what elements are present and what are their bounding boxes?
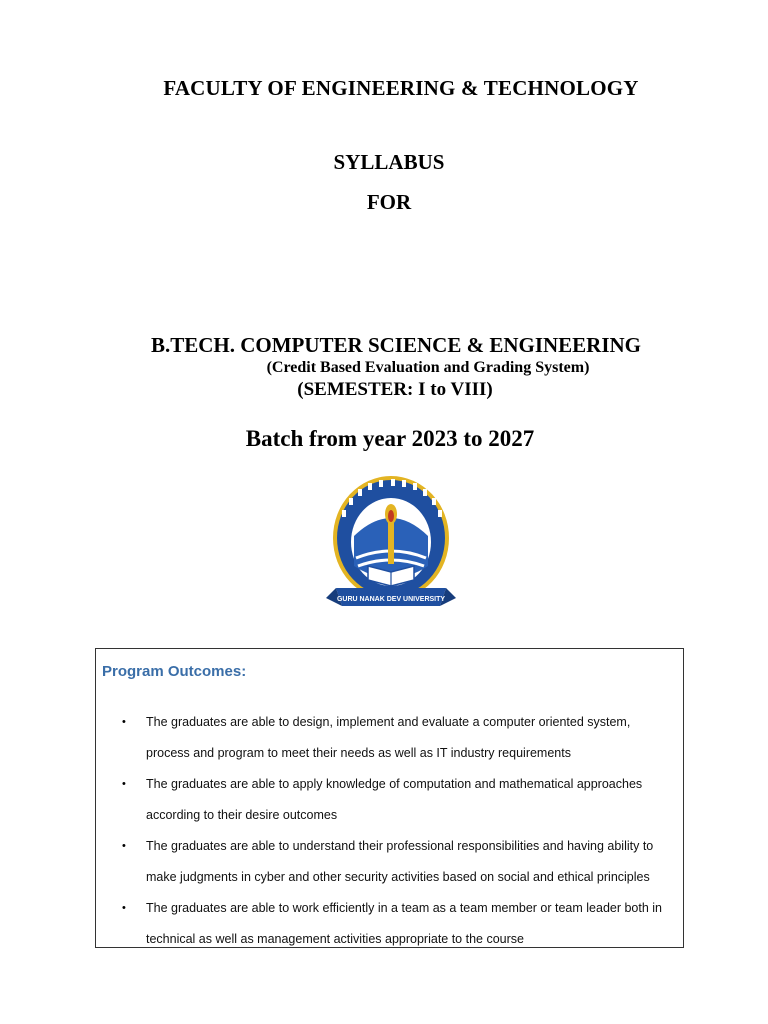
syllabus-heading: SYLLABUS: [333, 150, 445, 174]
outcome-line: make judgments in cyber and other security activities based on social and ethical principles: [146, 870, 650, 884]
program-outcomes-box: [95, 648, 684, 948]
semester-range: (SEMESTER: I to VIII): [297, 379, 493, 400]
outcome-line: The graduates are able to design, implement and evaluate a computer oriented system,: [146, 715, 631, 729]
logo-university-name: GURU NANAK DEV UNIVERSITY: [336, 596, 446, 603]
bullet-icon: •: [122, 902, 126, 914]
outcome-line: The graduates are able to work efficiently in a team as a team member or team leader both in: [146, 901, 663, 915]
outcome-item: [146, 707, 678, 769]
university-logo: [316, 470, 466, 618]
outcome-item: [146, 769, 678, 831]
outcome-item: [146, 893, 678, 955]
batch-years: Batch from year 2023 to 2027: [245, 426, 535, 451]
outcome-item: [146, 831, 678, 893]
outcome-line: technical as well as management activities appropriate to the course: [146, 932, 524, 946]
outcome-line: process and program to meet their needs as well as IT industry requirements: [146, 746, 571, 760]
outcome-line: according to their desire outcomes: [146, 808, 338, 822]
faculty-heading: FACULTY OF ENGINEERING & TECHNOLOGY: [163, 76, 639, 100]
bullet-icon: •: [122, 840, 126, 852]
degree-title: B.TECH. COMPUTER SCIENCE & ENGINEERING: [150, 333, 642, 357]
outcome-line: The graduates are able to understand their professional responsibilities and having ability to: [146, 839, 654, 853]
bullet-icon: •: [122, 778, 126, 790]
program-outcomes-title: Program Outcomes:: [102, 663, 247, 680]
grading-system-subtitle: (Credit Based Evaluation and Grading System): [266, 359, 590, 376]
university-seal-icon: [316, 470, 466, 618]
for-heading: FOR: [366, 190, 412, 214]
bullet-icon: •: [122, 716, 126, 728]
outcome-line: The graduates are able to apply knowledge of computation and mathematical approaches: [146, 777, 643, 791]
